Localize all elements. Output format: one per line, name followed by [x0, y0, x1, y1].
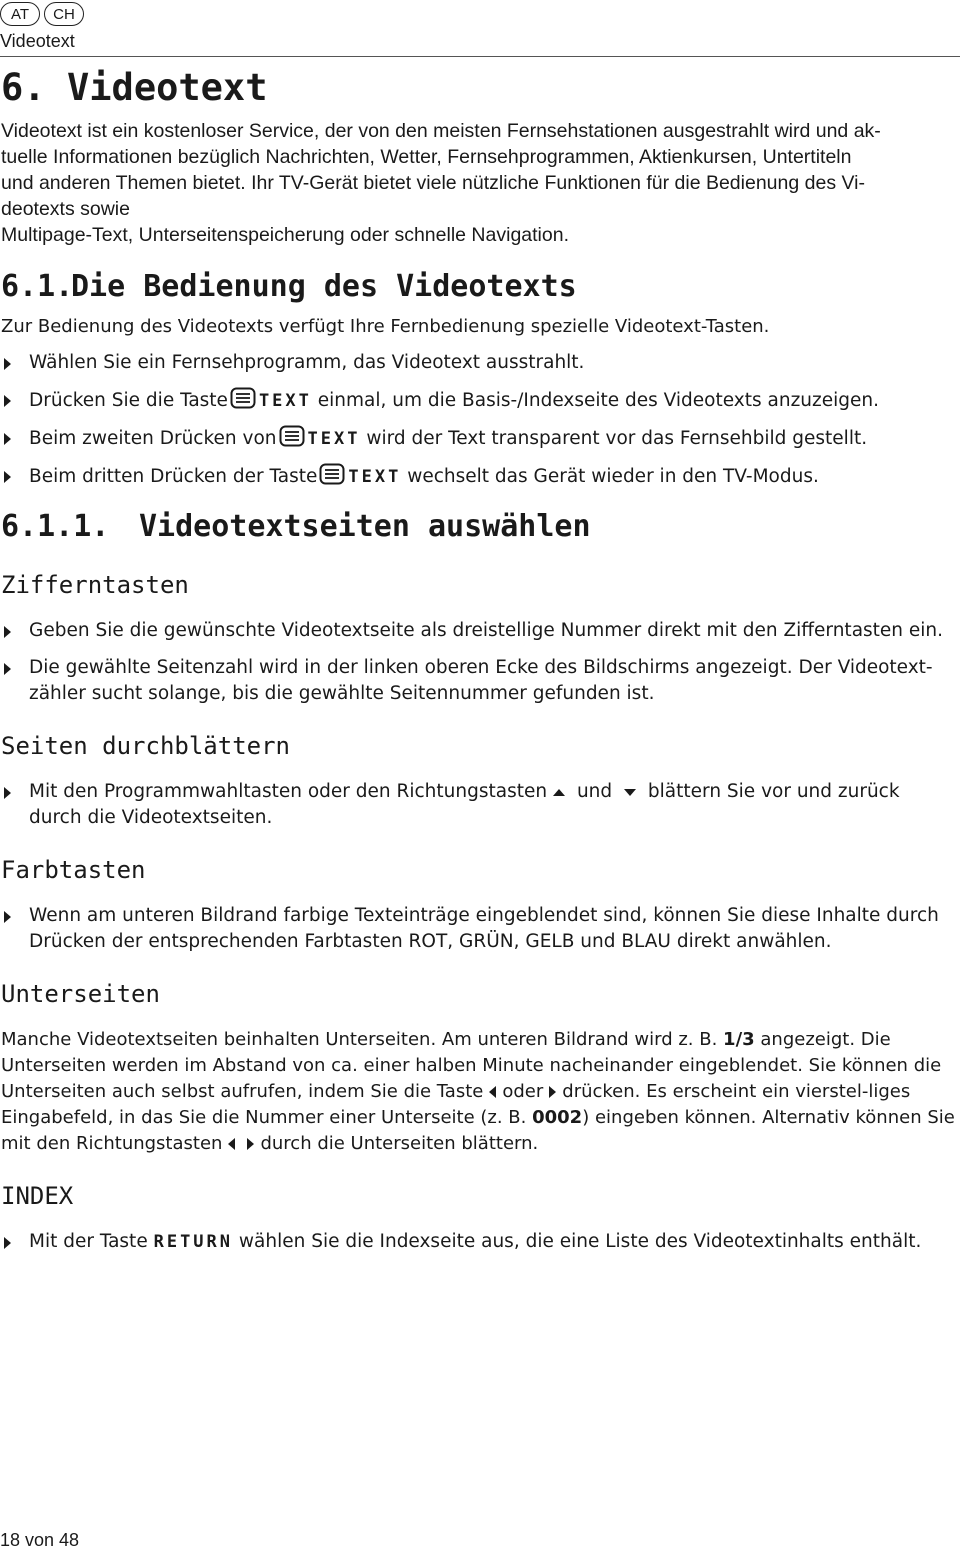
bullet-arrow-icon	[4, 358, 11, 370]
intro-line: tuelle Informationen bezüglich Nachrichten, Wetter, Fernsehprogrammen, Aktienkursen, Untertiteln	[1, 146, 852, 168]
paragraph-text: oder	[502, 1081, 544, 1102]
paragraph-text: angezeigt. Die Unterseiten werden im Abstand von ca. einer halben Minute nacheinander eingeblendet. Sie können die Unterseiten auch selbst aufrufen, indem Sie die Taste	[1, 1029, 942, 1102]
intro-line: und anderen Themen bietet. Ihr TV-Gerät bietet viele nützliche Funktionen für die Bedienung des Vi-	[1, 172, 865, 194]
page-content	[1, 60, 957, 1266]
list-item	[1, 387, 957, 414]
arrow-left-icon	[489, 1086, 496, 1098]
list-item-text: und	[571, 781, 619, 802]
paragraph-text: durch die Unterseiten blättern.	[260, 1133, 539, 1154]
intro-line: Videotext ist ein kostenloser Service, der von den meisten Fernsehstationen ausgestrahlt wird und ak-	[1, 120, 881, 142]
teletext-icon	[319, 463, 345, 485]
arrow-down-icon	[624, 789, 636, 796]
bullet-arrow-icon	[4, 787, 11, 799]
list-item-text: Wenn am unteren Bildrand farbige Texteinträge eingeblendet sind, können Sie diese Inhalte durch Drücken der entsprechenden Farbtasten ROT, GRÜN, GELB und BLAU direkt anwählen.	[29, 905, 939, 952]
list-item	[1, 425, 957, 452]
text-key-label: TEXT	[348, 467, 402, 487]
index-list	[1, 1229, 957, 1255]
operation-steps	[1, 350, 957, 490]
subsection-intro: Zur Bedienung des Videotexts verfügt Ihre Fernbedienung spezielle Videotext-Tasten.	[1, 316, 770, 337]
arrow-right-icon	[247, 1138, 254, 1150]
list-item	[1, 350, 957, 376]
paragraph-text: ) eingeben können. Alternativ können Sie mit den Richtungstasten	[1, 1107, 955, 1154]
paragraph-text: drücken. Es erscheint ein vierstel-liges Eingabefeld, in das Sie die Nummer einer Unterseite (z. B.	[1, 1081, 911, 1128]
list-item-text: Wählen Sie ein Fernsehprogramm, das Videotext ausstrahlt.	[29, 352, 585, 373]
list-item	[1, 463, 957, 490]
bullet-arrow-icon	[4, 911, 11, 923]
bullet-arrow-icon	[4, 626, 11, 638]
subsection-number: 6.1.	[1, 269, 74, 304]
heading-zifferntasten: Zifferntasten	[1, 571, 189, 599]
heading-farbtasten: Farbtasten	[1, 856, 146, 884]
page-number: 18 von 48	[0, 1530, 80, 1550]
list-item-text: blättern Sie vor und zurück durch die Videotextseiten.	[29, 781, 900, 828]
intro-line: deotexts sowie	[1, 198, 130, 220]
subpage-example: 1/3	[723, 1029, 755, 1050]
header-rule	[0, 56, 960, 57]
text-key-label: TEXT	[258, 391, 312, 411]
list-item-text: einmal, um die Basis-/Indexseite des Videotexts anzuzeigen.	[311, 390, 879, 411]
section-number: 6.	[1, 66, 46, 109]
subsubsection-title: Videotextseiten auswählen	[139, 509, 591, 544]
list-item-text: wird der Text transparent vor das Fernsehbild gestellt.	[360, 428, 868, 449]
ziffern-list	[1, 618, 957, 707]
list-item-text: Beim zweiten Drücken von	[29, 428, 277, 449]
subsection-heading	[1, 268, 957, 306]
list-item	[1, 779, 957, 831]
list-item-text: Beim dritten Drücken der Taste	[29, 466, 318, 487]
heading-index: INDEX	[1, 1182, 74, 1210]
intro-line: Multipage-Text, Unterseitenspeicherung oder schnelle Navigation.	[1, 224, 569, 246]
heading-seiten-durchblaettern: Seiten durchblättern	[1, 732, 290, 760]
return-key-label: RETURN	[153, 1232, 234, 1252]
arrow-left-icon	[228, 1138, 235, 1150]
list-item-text: wählen Sie die Indexseite aus, die eine Liste des Videotextinhalts enthält.	[233, 1231, 922, 1252]
teletext-icon	[230, 387, 256, 409]
subsubsection-heading	[1, 508, 957, 546]
section-heading	[1, 66, 957, 110]
list-item	[1, 618, 957, 644]
paragraph-text: Manche Videotextseiten beinhalten Unterseiten. Am unteren Bildrand wird z. B.	[1, 1029, 718, 1050]
teletext-icon	[279, 425, 305, 447]
bullet-arrow-icon	[4, 471, 11, 483]
arrow-right-icon	[549, 1086, 556, 1098]
farb-list	[1, 903, 957, 955]
bullet-arrow-icon	[4, 663, 11, 675]
list-item	[1, 655, 957, 707]
subsection-title: Die Bedienung des Videotexts	[71, 269, 577, 304]
list-item	[1, 1229, 957, 1255]
bullet-arrow-icon	[4, 433, 11, 445]
list-item-text: Mit der Taste	[29, 1231, 148, 1252]
arrow-up-icon	[553, 789, 565, 796]
running-title: Videotext	[0, 31, 75, 51]
subpage-number-example: 0002	[532, 1107, 583, 1128]
section-title: Videotext	[67, 66, 268, 109]
badge-ch: CH	[44, 2, 84, 26]
heading-unterseiten: Unterseiten	[1, 980, 160, 1008]
list-item-text: Drücken Sie die Taste	[29, 390, 228, 411]
list-item-text: Die gewählte Seitenzahl wird in der linken oberen Ecke des Bildschirms angezeigt. Der Videotext-zähler sucht solange, bis die gewählte Seitennummer gefunden ist.	[29, 657, 933, 704]
subsubsection-number: 6.1.1.	[1, 509, 110, 544]
text-key-label: TEXT	[307, 429, 361, 449]
bullet-arrow-icon	[4, 1237, 11, 1249]
list-item-text: Geben Sie die gewünschte Videotextseite als dreistellige Nummer direkt mit den Zifferntasten ein.	[29, 620, 944, 641]
unterseiten-paragraph	[1, 1027, 957, 1157]
bullet-arrow-icon	[4, 395, 11, 407]
blaettern-list	[1, 779, 957, 831]
list-item	[1, 903, 957, 955]
list-item-text: Mit den Programmwahltasten oder den Richtungstasten	[29, 781, 548, 802]
badge-at: AT	[0, 2, 40, 26]
intro-paragraph	[1, 118, 957, 248]
country-badges	[0, 2, 84, 26]
list-item-text: wechselt das Gerät wieder in den TV-Modus.	[401, 466, 819, 487]
